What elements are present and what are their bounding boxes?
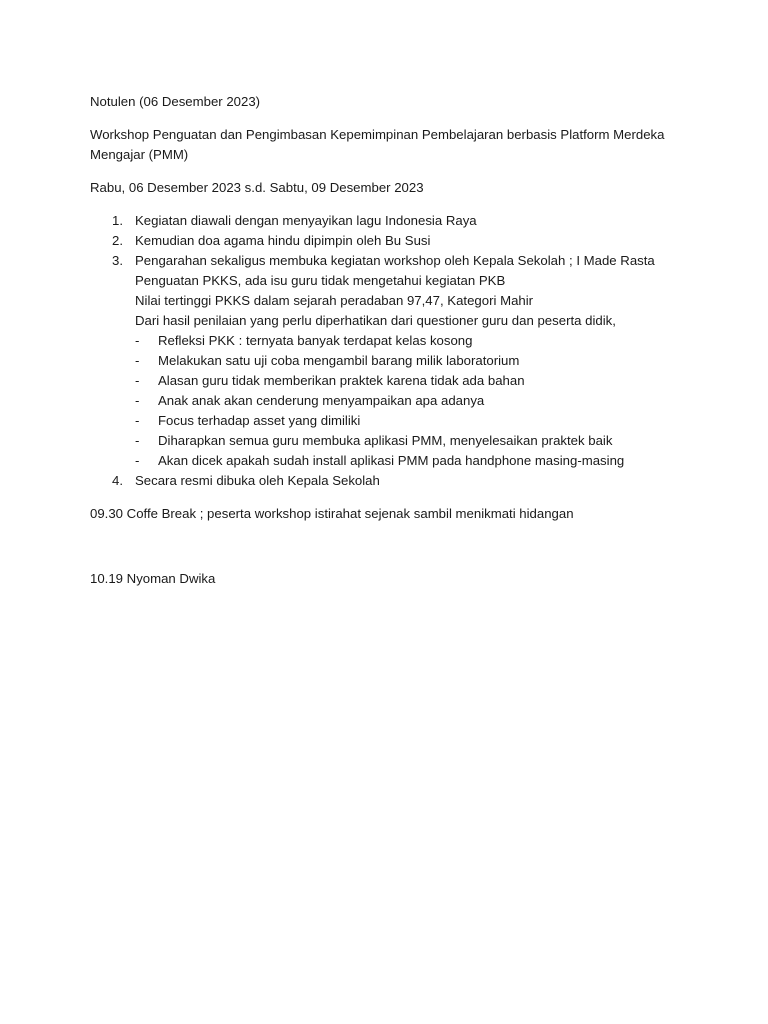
item3-line: Penguatan PKKS, ada isu guru tidak mengetahui kegiatan PKB bbox=[135, 273, 506, 288]
date-range: Rabu, 06 Desember 2023 s.d. Sabtu, 09 Desember 2023 bbox=[90, 180, 424, 195]
item3-line: Nilai tertinggi PKKS dalam sejarah peradaban 97,47, Kategori Mahir bbox=[135, 293, 534, 308]
list-number: 3. bbox=[112, 253, 123, 268]
dash-marker: - bbox=[135, 453, 140, 468]
bullet-item bbox=[135, 351, 690, 371]
dash-marker: - bbox=[135, 393, 140, 408]
bullet-item bbox=[135, 411, 690, 431]
list-item-text: Secara resmi dibuka oleh Kepala Sekolah bbox=[135, 473, 380, 488]
dash-marker: - bbox=[135, 353, 140, 368]
bullet-text: Diharapkan semua guru membuka aplikasi PMM, menyelesaikan praktek baik bbox=[158, 433, 613, 448]
list-item bbox=[90, 231, 690, 251]
bullet-text: Refleksi PKK : ternyata banyak terdapat kelas kosong bbox=[158, 333, 473, 348]
list-item-text: Kemudian doa agama hindu dipimpin oleh Bu Susi bbox=[135, 233, 431, 248]
coffee-break-note: 09.30 Coffe Break ; peserta workshop istirahat sejenak sambil menikmati hidangan bbox=[90, 506, 574, 521]
list-number: 1. bbox=[112, 213, 123, 228]
dash-marker: - bbox=[135, 413, 140, 428]
bullet-item bbox=[135, 391, 690, 411]
closing-note: 10.19 Nyoman Dwika bbox=[90, 571, 216, 586]
bullet-text: Focus terhadap asset yang dimiliki bbox=[158, 413, 361, 428]
spacer bbox=[90, 537, 690, 569]
list-item bbox=[90, 211, 690, 231]
list-item-text: Pengarahan sekaligus membuka kegiatan workshop oleh Kepala Sekolah ; I Made Rasta bbox=[135, 253, 655, 268]
bullet-text: Melakukan satu uji coba mengambil barang milik laboratorium bbox=[158, 353, 520, 368]
list-item bbox=[90, 471, 690, 491]
dash-marker: - bbox=[135, 373, 140, 388]
bullet-list bbox=[135, 331, 690, 471]
list-number: 4. bbox=[112, 473, 123, 488]
bullet-text: Akan dicek apakah sudah install aplikasi PMM pada handphone masing-masing bbox=[158, 453, 625, 468]
workshop-subject: Workshop Penguatan dan Pengimbasan Kepemimpinan Pembelajaran berbasis Platform Merdeka Mengajar (PMM) bbox=[90, 127, 665, 162]
list-item bbox=[90, 251, 690, 471]
bullet-item bbox=[135, 431, 690, 451]
bullet-item bbox=[135, 331, 690, 351]
list-item-text: Kegiatan diawali dengan menyayikan lagu Indonesia Raya bbox=[135, 213, 477, 228]
dash-marker: - bbox=[135, 433, 140, 448]
list-number: 2. bbox=[112, 233, 123, 248]
agenda-list bbox=[90, 211, 690, 491]
dash-marker: - bbox=[135, 333, 140, 348]
document-title: Notulen (06 Desember 2023) bbox=[90, 94, 261, 109]
item3-line: Dari hasil penilaian yang perlu diperhatikan dari questioner guru dan peserta didik, bbox=[135, 313, 616, 328]
bullet-text: Anak anak akan cenderung menyampaikan apa adanya bbox=[158, 393, 485, 408]
bullet-item bbox=[135, 451, 690, 471]
bullet-item bbox=[135, 371, 690, 391]
bullet-text: Alasan guru tidak memberikan praktek karena tidak ada bahan bbox=[158, 373, 525, 388]
document-page bbox=[90, 92, 690, 602]
